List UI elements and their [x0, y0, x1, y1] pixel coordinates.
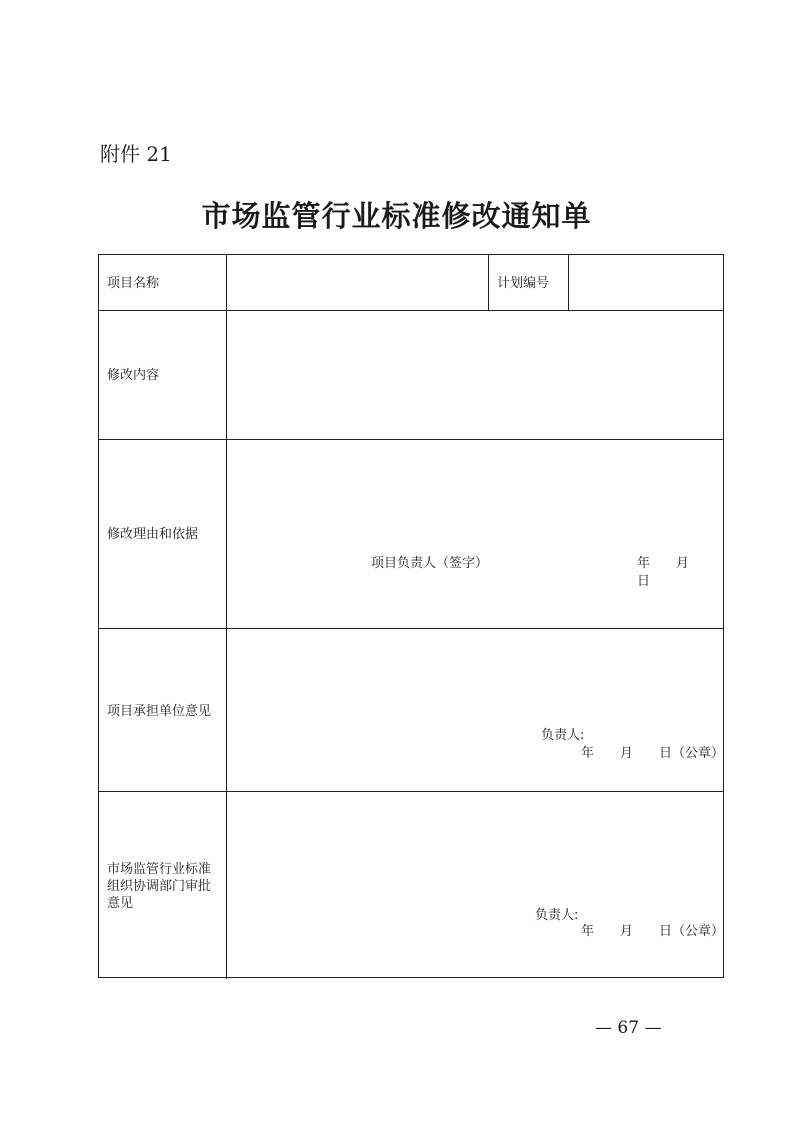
row-divider — [99, 791, 723, 792]
unit-person-label: 负责人: — [541, 728, 585, 743]
attachment-label: 附件 21 — [100, 142, 172, 166]
reason-date-label: 年 月 日 — [637, 556, 716, 589]
project-name-field[interactable] — [229, 258, 485, 307]
page-number: — 67 — — [595, 1018, 662, 1038]
dept-approval-field[interactable] — [229, 794, 725, 976]
dept-person-label: 负责人: — [535, 908, 579, 923]
plan-label-divider-left — [488, 255, 489, 310]
plan-label-divider-right — [568, 255, 569, 310]
row-divider — [99, 310, 723, 311]
row-divider — [99, 628, 723, 629]
dept-approval-label-line2: 组织协调部门审批 — [107, 879, 212, 894]
reason-label: 修改理由和依据 — [107, 527, 199, 542]
content-field[interactable] — [229, 313, 721, 436]
project-name-label: 项目名称 — [107, 276, 160, 291]
unit-date-label: 年 月 日（公章） — [581, 746, 725, 761]
plan-number-label: 计划编号 — [497, 276, 550, 291]
dept-approval-label-line3: 意见 — [107, 896, 134, 911]
unit-opinion-label: 项目承担单位意见 — [107, 704, 212, 719]
unit-opinion-field[interactable] — [229, 631, 725, 788]
label-column-divider — [226, 255, 227, 979]
reason-signature-label: 项目负责人（签字） — [371, 556, 489, 571]
dept-date-label: 年 月 日（公章） — [581, 924, 725, 939]
plan-number-field[interactable] — [571, 258, 721, 307]
notice-form-table — [98, 254, 724, 978]
dept-approval-label-line1: 市场监管行业标准 — [107, 862, 212, 877]
content-label: 修改内容 — [107, 368, 160, 383]
document-title: 市场监管行业标准修改通知单 — [201, 199, 592, 233]
row-divider — [99, 439, 723, 440]
reason-field[interactable] — [229, 442, 721, 625]
